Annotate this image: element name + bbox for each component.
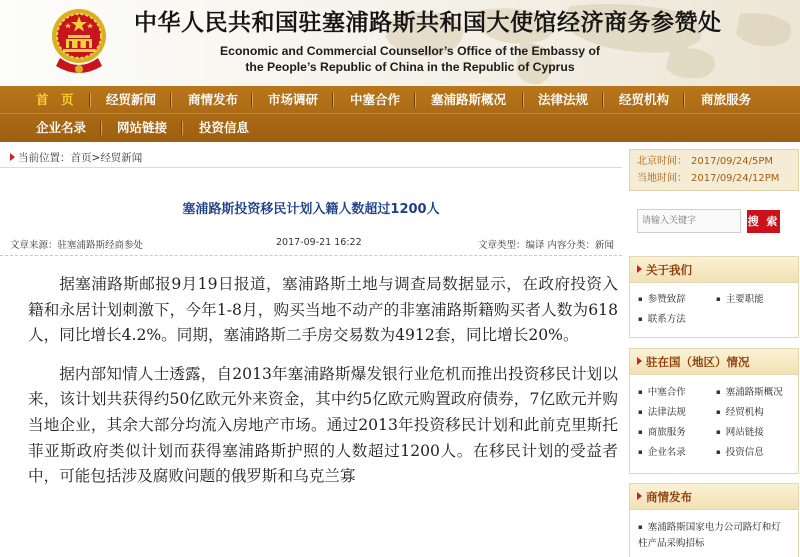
local-time-value: 2017/09/24/12PM	[691, 173, 780, 184]
beijing-time-value: 2017/09/24/5PM	[691, 156, 774, 167]
sidebar-link-company-directory[interactable]: ▪ 企业名录	[638, 443, 686, 463]
breadcrumb-home-link[interactable]: 首页	[70, 152, 92, 164]
time-box	[629, 149, 799, 191]
article-date: 2017-09-21 16:22	[276, 237, 362, 248]
breadcrumb-label: 当前位置：	[18, 152, 71, 164]
sidebar-link-main-functions[interactable]: ▪ 主要职能	[716, 290, 764, 310]
nav-item-institutions[interactable]: 经贸机构	[619, 92, 670, 107]
triangle-bullet-icon	[10, 153, 15, 161]
business-info-title: 商情发布	[646, 490, 692, 504]
breadcrumb-separator: >	[91, 152, 101, 164]
nav-separator	[251, 93, 253, 107]
business-info-list	[630, 510, 798, 557]
beijing-time-row	[637, 153, 798, 170]
sidebar-link-cyprus-overview[interactable]: ▪ 塞浦路斯概况	[716, 383, 783, 403]
nav-item-market-research[interactable]: 市场调研	[268, 92, 319, 107]
nav-separator	[181, 121, 183, 135]
nav-row-2	[0, 114, 800, 142]
nav-item-business-info[interactable]: 商情发布	[188, 92, 239, 107]
nav-item-cyprus-overview[interactable]: 塞浦路斯概况	[431, 92, 507, 107]
sidebar-link-counsellor-speech[interactable]: ▪ 参赞致辞	[638, 290, 686, 310]
site-title-en-line2: the People’s Republic of China in the Republic of Cyprus	[245, 60, 575, 74]
article-source: 文章来源：驻塞浦路斯经商参处	[10, 240, 144, 251]
article-paragraph: 据塞浦路斯邮报9月19日报道，塞浦路斯土地与调查局数据显示，在政府投资入籍和永居计划刺激下，今年1-8月，购买当地不动产的非塞浦路斯籍购买者人数为618人，同比增长4.2%。同期，塞浦路斯二手房交易数为4912套，同比增长20%。	[28, 275, 618, 345]
sidebar-link-cooperation[interactable]: ▪ 中塞合作	[638, 383, 686, 403]
site-header	[0, 0, 800, 86]
nav-item-cooperation[interactable]: 中塞合作	[350, 92, 401, 107]
sidebar-link-contact[interactable]: ▪ 联系方法	[638, 310, 686, 330]
site-title-en-line1: Economic and Commercial Counsellor’s Office of the Embassy of	[220, 44, 600, 58]
article-meta	[0, 234, 622, 256]
nav-separator	[100, 121, 102, 135]
search-button[interactable]: 搜 索	[747, 210, 780, 233]
about-us-panel	[629, 256, 799, 338]
country-info-header	[630, 349, 798, 375]
country-info-title: 驻在国（地区）情况	[646, 355, 750, 369]
nav-separator	[683, 93, 685, 107]
sidebar-link-links[interactable]: ▪ 网站链接	[716, 423, 764, 443]
country-info-panel	[629, 348, 799, 474]
article-title: 塞浦路斯投资移民计划入籍人数超过1200人	[182, 202, 440, 217]
nav-item-home[interactable]: 首 页	[36, 92, 74, 107]
nav-item-links[interactable]: 网站链接	[117, 120, 168, 135]
country-info-list	[630, 375, 798, 473]
about-us-title: 关于我们	[646, 263, 692, 277]
nav-separator	[89, 93, 91, 107]
local-time-label: 当地时间：	[637, 173, 687, 184]
beijing-time-label: 北京时间：	[637, 156, 687, 167]
nav-separator	[414, 93, 416, 107]
site-title-en	[200, 43, 620, 75]
nav-item-laws[interactable]: 法律法规	[538, 92, 589, 107]
search-box	[629, 200, 799, 240]
about-us-list	[630, 283, 798, 337]
nav-item-investment-info[interactable]: 投资信息	[199, 120, 250, 135]
search-input[interactable]	[637, 209, 741, 233]
national-emblem-icon	[48, 6, 110, 78]
about-us-header	[630, 257, 798, 283]
article-paragraph: 据内部知情人士透露，自2013年塞浦路斯爆发银行业危机而推出投资移民计划以来，该计划共获得约50亿欧元外来资金，其中约5亿欧元购置政府债券，7亿欧元并购当地企业，其余大部分均流入房地产市场。通过2013年投资移民计划和此前克里斯托菲亚斯政府类似计划而获得塞浦路斯护照的人数超过1200人。在移民计划的受益者中，可能包括涉及腐败问题的俄罗斯和乌克兰寡	[28, 364, 618, 486]
triangle-bullet-icon	[637, 357, 642, 365]
triangle-bullet-icon	[637, 265, 642, 273]
sidebar-link-laws[interactable]: ▪ 法律法规	[638, 403, 686, 423]
breadcrumb	[0, 148, 622, 168]
sidebar-link-institutions[interactable]: ▪ 经贸机构	[716, 403, 764, 423]
nav-item-trade-news[interactable]: 经贸新闻	[106, 92, 157, 107]
triangle-bullet-icon	[637, 492, 642, 500]
nav-item-travel-services[interactable]: 商旅服务	[701, 92, 752, 107]
nav-row-1	[0, 86, 800, 114]
article-type: 文章类型：编译 内容分类：新闻	[477, 240, 614, 251]
site-title-cn: 中华人民共和国驻塞浦路斯共和国大使馆经济商务参赞处	[134, 10, 722, 36]
local-time-row	[637, 170, 798, 187]
main-nav	[0, 86, 800, 142]
sidebar-link-investment-info[interactable]: ▪ 投资信息	[716, 443, 764, 463]
nav-separator	[522, 93, 524, 107]
breadcrumb-current[interactable]: 经贸新闻	[100, 152, 143, 164]
nav-separator	[332, 93, 334, 107]
nav-item-company-directory[interactable]: 企业名录	[36, 120, 87, 135]
nav-separator	[170, 93, 172, 107]
nav-separator	[602, 93, 604, 107]
business-info-panel	[629, 483, 799, 557]
article-body	[28, 272, 618, 503]
business-info-header	[630, 484, 798, 510]
sidebar-link-travel-services[interactable]: ▪ 商旅服务	[638, 423, 686, 443]
sidebar-link-tender[interactable]: ▪ 塞浦路斯国家电力公司路灯和灯柱产品采购招标	[638, 520, 788, 551]
